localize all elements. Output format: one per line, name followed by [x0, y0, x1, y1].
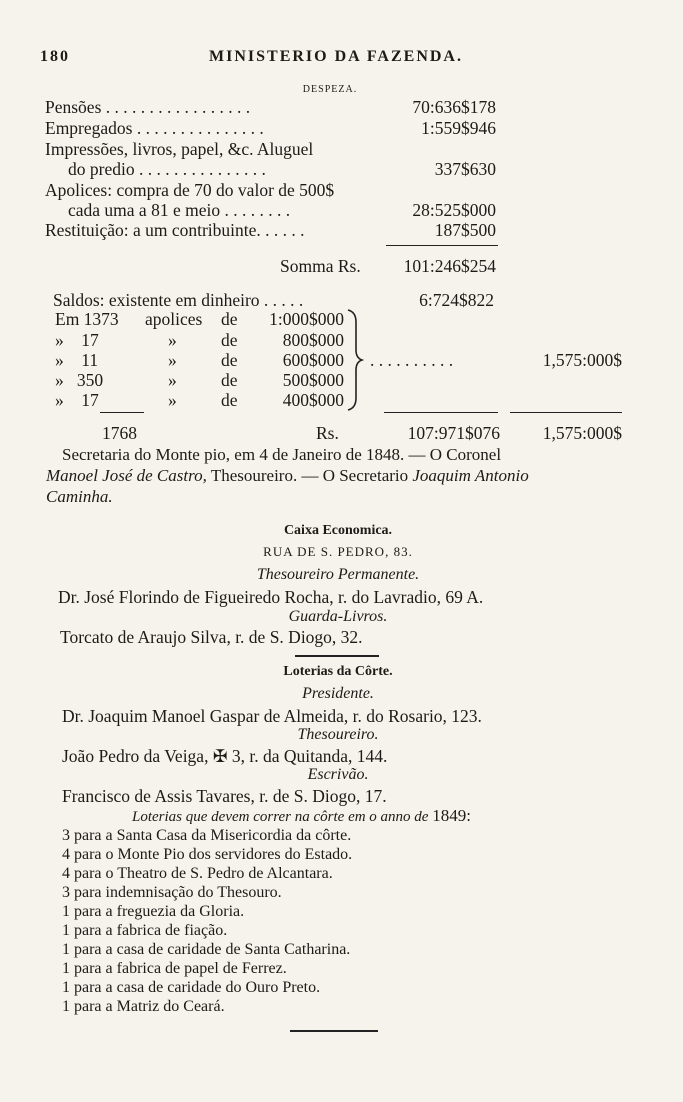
- caixa-role: Guarda-Livros.: [288, 608, 388, 625]
- apolice-qty: » 350: [55, 370, 104, 390]
- lottery-list-intro-text: Loterias que devem correr na côrte em o anno de: [132, 809, 429, 825]
- despeza-value: 1:559$946: [421, 118, 496, 138]
- apolice-amount: 500$000: [282, 370, 344, 390]
- loterias-title: Loterias da Côrte.: [283, 664, 393, 679]
- loterias-person: João Pedro da Veiga, ✠ 3, r. da Quitanda, 144.: [62, 746, 388, 766]
- despeza-row: do predio . . . . . . . . . . . . . . .: [68, 159, 266, 179]
- apolice-word: »: [168, 390, 177, 410]
- lottery-item: 3 para a Santa Casa da Misericordia da côrte.: [62, 827, 352, 844]
- despeza-row: Impressões, livros, papel, &c. Aluguel: [45, 139, 314, 159]
- apolice-qty: » 17: [55, 330, 99, 350]
- caixa-title: Caixa Economica.: [283, 523, 393, 538]
- despeza-row: Apolices: compra de 70 do valor de 500$: [45, 180, 335, 200]
- loterias-person: Francisco de Assis Tavares, r. de S. Diogo, 17.: [62, 786, 387, 806]
- note-mid: Thesoureiro. — O Secretario: [210, 466, 409, 485]
- apolice-de: de: [221, 390, 238, 410]
- apolice-de: de: [221, 350, 238, 370]
- page-title: MINISTERIO DA FAZENDA.: [209, 48, 463, 65]
- apolice-de: de: [221, 309, 238, 329]
- loterias-role: Thesoureiro.: [297, 726, 379, 743]
- apolice-word: »: [168, 370, 177, 390]
- right-brace: [346, 308, 364, 412]
- note-name: Joaquim Antonio: [412, 466, 529, 485]
- lottery-item: 3 para indemnisação do Thesouro.: [62, 884, 282, 901]
- final-apolices: 1,575:000$: [542, 423, 622, 443]
- lottery-item: 4 para o Monte Pio dos servidores do Estado.: [62, 846, 353, 863]
- despeza-value: 28:525$000: [412, 200, 496, 220]
- apolice-amount: 1:000$000: [269, 309, 344, 329]
- apolice-amount: 800$000: [282, 330, 344, 350]
- end-rule: [290, 1030, 378, 1032]
- note-name: Manoel José de Castro,: [46, 466, 207, 485]
- lottery-item: 1 para a fabrica de fiação.: [62, 922, 228, 939]
- lottery-item: 1 para a freguezia da Gloria.: [62, 903, 245, 920]
- despeza-value: 337$630: [434, 159, 496, 179]
- apolice-word: »: [168, 330, 177, 350]
- final-rs: Rs.: [316, 423, 339, 443]
- sum-rule: [386, 245, 498, 246]
- saldos-value: 6:724$822: [419, 290, 494, 310]
- loterias-person: Dr. Joaquim Manoel Gaspar de Almeida, r. do Rosario, 123.: [62, 706, 482, 726]
- despeza-value: 70:636$178: [412, 97, 496, 117]
- apolice-qty: » 11: [55, 350, 99, 370]
- lottery-item: 1 para a casa de caridade do Ouro Preto.: [62, 979, 321, 996]
- lottery-item: 1 para a fabrica de papel de Ferrez.: [62, 960, 287, 977]
- total-value: 101:246$254: [403, 256, 496, 276]
- count-rule: [100, 412, 144, 413]
- loterias-role: Presidente.: [302, 685, 374, 702]
- note-line: Caminha.: [46, 487, 113, 506]
- apolice-dots: . . . . . . . . . .: [370, 350, 454, 370]
- lottery-list-intro: [132, 806, 471, 827]
- caixa-person: Dr. José Florindo de Figueiredo Rocha, r. do Lavradio, 69 A.: [58, 587, 484, 607]
- despeza-row: Restituição: a um contribuinte. . . . . .: [45, 220, 305, 240]
- despeza-row: cada uma a 81 e meio . . . . . . . .: [68, 200, 291, 220]
- apolice-count: 1768: [102, 423, 137, 443]
- apolice-total: 1,575:000$: [542, 350, 622, 370]
- apolice-amount: 400$000: [282, 390, 344, 410]
- despeza-value: 187$500: [434, 220, 496, 240]
- lottery-item: 1 para a casa de caridade de Santa Catharina.: [62, 941, 351, 958]
- loterias-role: Escrivão.: [307, 766, 369, 783]
- lottery-item: 1 para a Matriz do Ceará.: [62, 998, 225, 1015]
- caixa-person: Torcato de Araujo Silva, r. de S. Diogo, 32.: [60, 627, 363, 647]
- note-line: [46, 466, 529, 486]
- caixa-role: Thesoureiro Permanente.: [256, 566, 420, 583]
- lottery-item: 4 para o Theatro de S. Pedro de Alcantara.: [62, 865, 333, 882]
- page-number: 180: [40, 48, 70, 65]
- final-money: 107:971$076: [407, 423, 500, 443]
- caixa-address: RUA DE S. PEDRO, 83.: [263, 544, 413, 559]
- money-rule: [384, 412, 498, 413]
- apolice-de: de: [221, 370, 238, 390]
- total-label: Somma Rs.: [280, 256, 361, 276]
- lottery-list-year: 1849:: [432, 806, 471, 825]
- apolice-amount: 600$000: [282, 350, 344, 370]
- apolice-rule: [510, 412, 622, 413]
- note-line: Secretaria do Monte pio, em 4 de Janeiro de 1848. — O Coronel: [62, 445, 502, 464]
- apolice-de: de: [221, 330, 238, 350]
- despeza-row: Empregados . . . . . . . . . . . . . . .: [45, 118, 264, 138]
- despeza-row: Pensões . . . . . . . . . . . . . . . . .: [45, 97, 251, 117]
- apolice-word: apolices: [145, 309, 203, 329]
- apolice-qty: Em 1373: [55, 309, 119, 329]
- apolice-word: »: [168, 350, 177, 370]
- despeza-label: DESPEZA.: [302, 84, 358, 95]
- section-rule: [295, 655, 379, 657]
- saldos-label: Saldos: existente em dinheiro . . . . .: [53, 290, 304, 310]
- apolice-qty: » 17: [55, 390, 99, 410]
